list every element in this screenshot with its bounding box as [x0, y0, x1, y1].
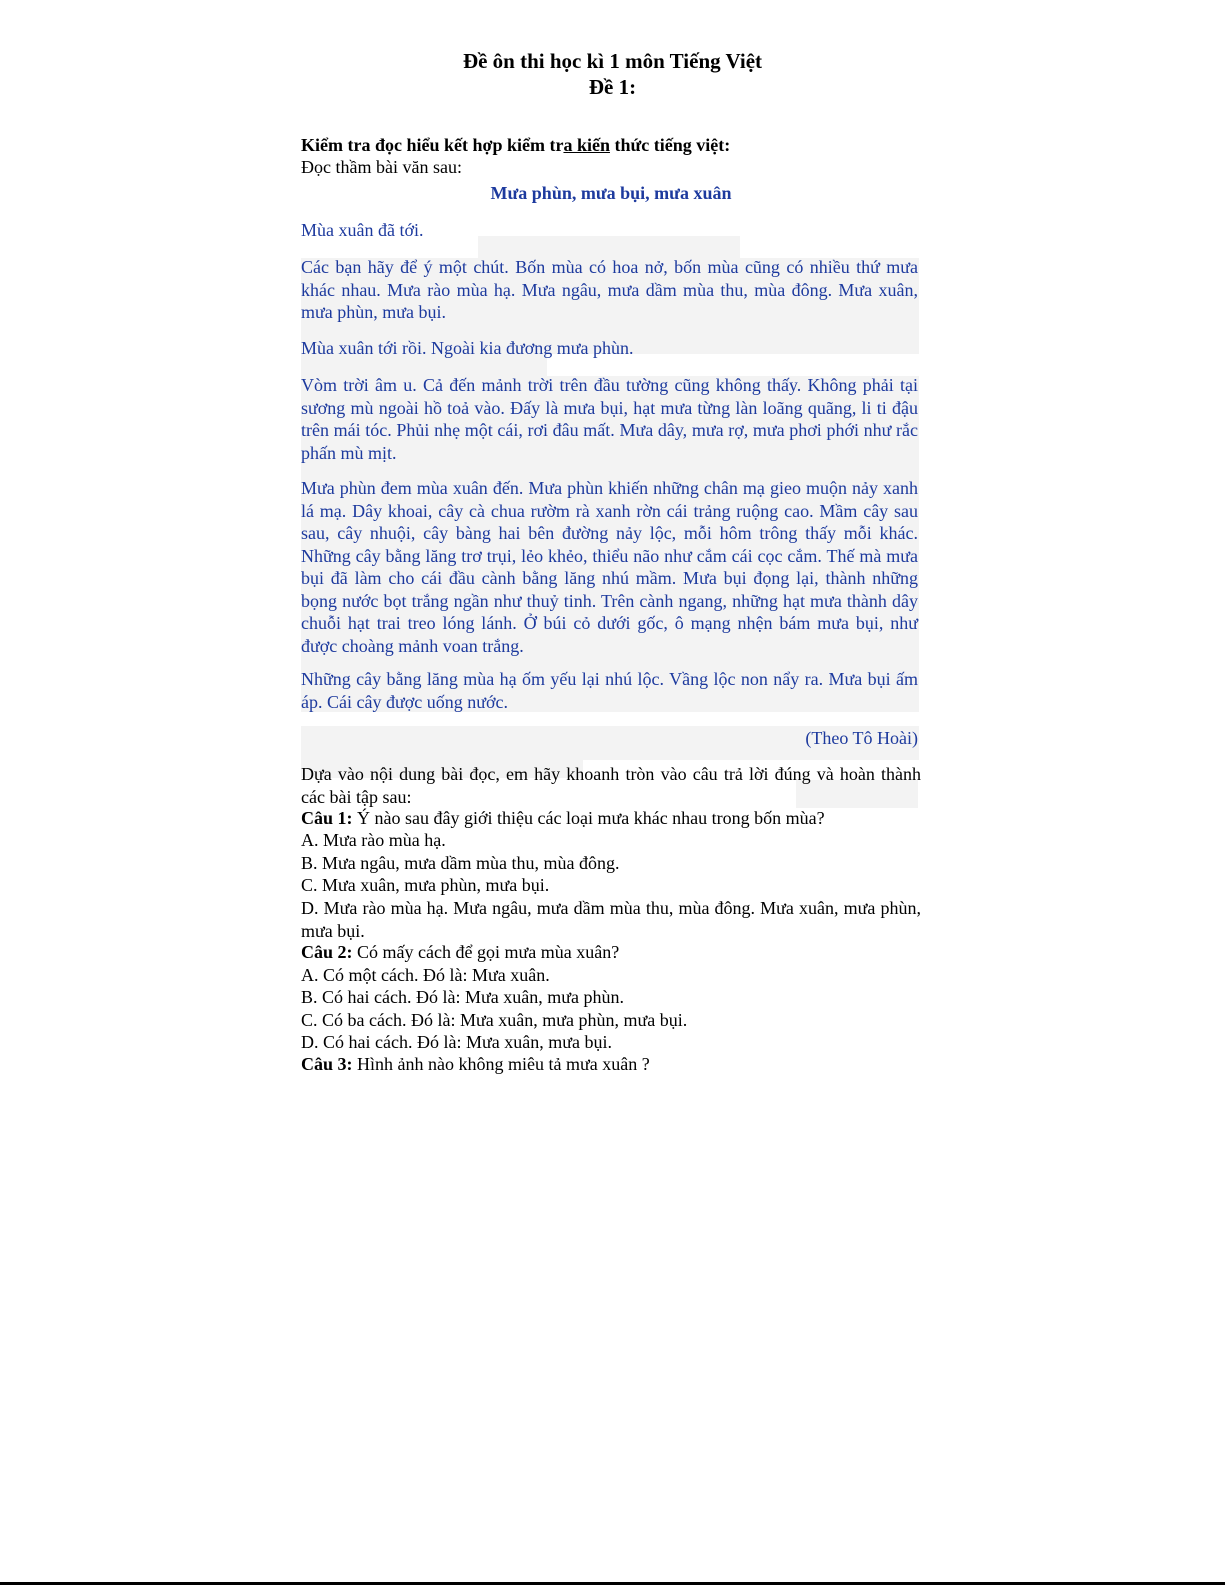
- exercise-intro: Dựa vào nội dung bài đọc, em hãy khoanh tròn vào câu trả lời đúng và hoàn thành các bài tập sau:: [301, 764, 921, 807]
- answer-option: A. Có một cách. Đó là: Mưa xuân.: [301, 965, 550, 985]
- question-1: [301, 807, 921, 830]
- story-paragraph: Những cây bằng lăng mùa hạ ốm yếu lại nhú lộc. Vầng lộc non nẩy ra. Mưa bụi ấm áp. Cái cây được uống nước.: [301, 669, 918, 712]
- story-paragraph: Mùa xuân đã tới.: [301, 220, 424, 240]
- section-heading-underlined: a kiến: [563, 135, 610, 155]
- question-text: Có mấy cách để gọi mưa mùa xuân?: [352, 942, 620, 962]
- story-source: (Theo Tô Hoài): [805, 728, 918, 748]
- reading-instruction: Đọc thầm bài văn sau:: [301, 157, 462, 177]
- story-title: Mưa phùn, mưa bụi, mưa xuân: [490, 183, 732, 203]
- answer-option: B. Mưa ngâu, mưa dầm mùa thu, mùa đông.: [301, 853, 620, 873]
- answer-option: C. Mưa xuân, mưa phùn, mưa bụi.: [301, 875, 550, 895]
- section-heading-part: Kiểm tra đọc hiểu kết hợp kiểm tr: [301, 135, 564, 155]
- answer-option: B. Có hai cách. Đó là: Mưa xuân, mưa phùn.: [301, 987, 624, 1007]
- section-heading: [301, 134, 921, 157]
- question-text: Hình ảnh nào không miêu tả mưa xuân ?: [352, 1054, 650, 1074]
- question-label: Câu 2:: [301, 942, 353, 962]
- story-paragraph: Mưa phùn đem mùa xuân đến. Mưa phùn khiến những chân mạ gieo muộn nảy xanh lá mạ. Dây khoai, cây cà chua rườm rà xanh rờn cái trảng ruộng cao. Mầm cây sau sau, cây nhuội, cây bàng hai bên đường nảy lộc, mỗi hôm trông thấy mỗi khác. Những cây bằng lăng trơ trụi, lẻo khẻo, thiểu não như cắm cái cọc cắm. Thế mà mưa bụi đã làm cho cái đầu cành bằng lăng nhú mầm. Mưa bụi đọng lại, thành những bọng nước bọt trắng ngần như thuỷ tinh. Trên cành ngang, những hạt mưa thành dây chuỗi hạt trai treo lóng lánh. Ở búi cỏ dưới gốc, ô mạng nhện bám mưa bụi, như được choàng mảnh voan trắng.: [301, 478, 918, 656]
- answer-option: C. Có ba cách. Đó là: Mưa xuân, mưa phùn, mưa bụi.: [301, 1010, 688, 1030]
- question-label: Câu 1:: [301, 808, 353, 828]
- answer-option: A. Mưa rào mùa hạ.: [301, 830, 446, 850]
- answer-option: D. Mưa rào mùa hạ. Mưa ngâu, mưa dầm mùa thu, mùa đông. Mưa xuân, mưa phùn, mưa bụi.: [301, 898, 921, 941]
- story-paragraph: Mùa xuân tới rồi. Ngoài kia đương mưa phùn.: [301, 338, 634, 358]
- question-3: [301, 1053, 921, 1076]
- answer-option: D. Có hai cách. Đó là: Mưa xuân, mưa bụi.: [301, 1032, 612, 1052]
- document-subtitle: Đề 1:: [588, 75, 637, 99]
- question-text: Ý nào sau đây giới thiệu các loại mưa khác nhau trong bốn mùa?: [352, 808, 825, 828]
- story-paragraph: Vòm trời âm u. Cả đến mảnh trời trên đầu tường cũng không thấy. Không phải tại sương mù ngoài hồ toả vào. Đấy là mưa bụi, hạt mưa từng làn loãng quãng, li ti đậu trên mái tóc. Phủi nhẹ một cái, rơi đâu mất. Mưa dây, mưa rợ, mưa phơi phới như rắc phấn mù mịt.: [301, 375, 918, 463]
- story-paragraph: Các bạn hãy để ý một chút. Bốn mùa có hoa nở, bốn mùa cũng có nhiều thứ mưa khác nhau. Mưa rào mùa hạ. Mưa ngâu, mưa dầm mùa thu, mùa đông. Mưa xuân, mưa phùn, mưa bụi.: [301, 257, 918, 322]
- document-title: Đề ôn thi học kì 1 môn Tiếng Việt: [462, 49, 763, 73]
- section-heading-part: thức tiếng việt:: [609, 135, 731, 155]
- question-2: [301, 941, 921, 964]
- question-label: Câu 3:: [301, 1054, 353, 1074]
